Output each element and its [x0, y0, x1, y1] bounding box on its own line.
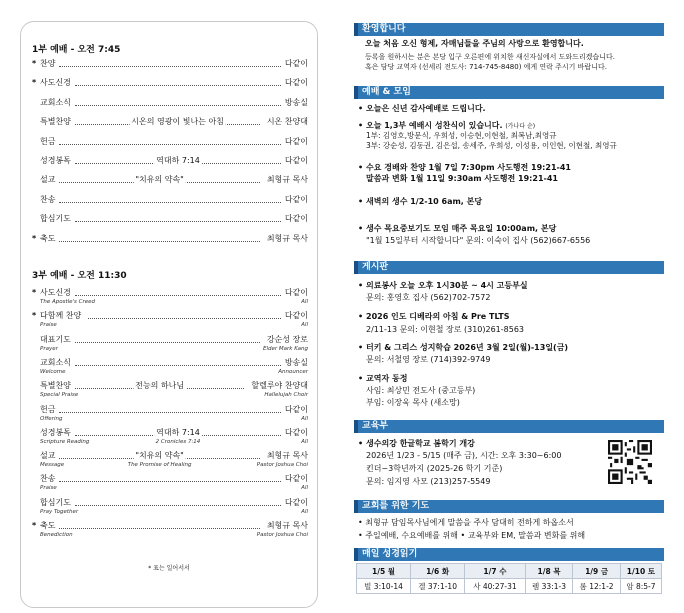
order-item-leader-en: Elder Mark Kang	[263, 345, 308, 352]
standing-mark: *	[32, 78, 37, 88]
reading-passage: 사 40:27-31	[465, 579, 526, 594]
dot-leader	[75, 221, 281, 222]
education-header: 교육부	[354, 420, 664, 433]
order-item-leader: 다같이	[284, 404, 308, 414]
order-item-name: 특별찬양	[40, 381, 71, 391]
worship-item-5b: "1월 15일부터 시작합니다" 문의: 이숙이 집사 (562)667-6556	[366, 236, 591, 245]
order-item-name: 성경봉독	[40, 156, 71, 165]
order-item-detail: "치유의 약속"	[135, 451, 184, 461]
standing-footnote: * 표는 일어서서	[148, 565, 190, 572]
education-line-4: 문의: 임지영 사모 (213)257-5549	[366, 477, 491, 486]
order-item-leader-en: Pastor Joshua Choi	[256, 532, 308, 538]
order-row-english	[20, 508, 318, 516]
board-item-3b: 문의: 서철영 장로 (714)392-9749	[366, 355, 491, 364]
education-line-3: 킨더~3학년까지 (2025-26 학기 기준)	[366, 464, 503, 473]
order-row	[20, 78, 318, 88]
order-item-leader-en: All	[301, 299, 308, 305]
communion-list-1: 1부: 김영호,방문식, 우희성, 이승현,이현철, 최복남,최영규	[366, 131, 557, 140]
order-item-detail-en: The Promise of Healing	[127, 462, 192, 469]
order-item-leader-en: Hallelujah Choir	[264, 392, 308, 399]
board-header: 게시판	[354, 261, 664, 274]
worship-header: 예배 & 모임	[354, 86, 664, 99]
order-row	[20, 428, 318, 438]
order-row	[20, 59, 318, 69]
order-item-detail: 전능의 하나님	[135, 381, 185, 391]
order-item-name-en: Special Praise	[40, 392, 79, 399]
order-item-leader: 최형규 목사	[266, 451, 308, 461]
order-row	[20, 311, 318, 321]
dot-leader	[75, 505, 281, 506]
order-item-detail: 역대하 7:14	[156, 427, 200, 437]
welcome-line-3: 혹은 담당 교역자 (선세리 전도사: 714-745-8480) 에게 연락 주시기 바랍니다.	[365, 63, 607, 71]
order-row	[20, 521, 318, 531]
dot-leader	[75, 295, 281, 296]
order-item-leader: 다같이	[284, 311, 308, 321]
worship-item-2: 오늘 1,3부 예배시 성찬식이 있습니다. (가나다 순)	[366, 121, 536, 130]
worship-item-4: 새벽의 생수 1/2-10 6am, 본당	[366, 197, 483, 206]
board-item-1a: 의료봉사 오늘 오후 1시30분 ~ 4시 고등부실	[366, 281, 528, 290]
welcome-line-2: 등록을 원하시는 분은 본당 입구 오른편에 위치한 새신자실에서 도와드리겠습니다.	[365, 53, 615, 61]
order-item-leader: 할렐루야 찬양대	[251, 381, 308, 391]
reading-day: 1/7 수	[465, 564, 526, 579]
order-item-name-en: Praise	[40, 485, 57, 492]
order-row	[20, 195, 318, 205]
order-item-leader-en: All	[301, 415, 308, 422]
order-item-name-en: Message	[40, 462, 65, 469]
order-item-name: 합심기도	[40, 214, 71, 224]
board-item-1b: 문의: 홍영호 집사 (562)702-7572	[366, 293, 491, 302]
order-item-leader: 다같이	[284, 288, 308, 297]
dot-leader	[59, 528, 260, 529]
order-item-name: 축도	[40, 233, 56, 243]
order-row	[20, 214, 318, 224]
order-item-name: 대표기도	[40, 334, 71, 344]
order-row-english	[20, 321, 318, 329]
order-item-detail-en: 2 Cronicles 7:14	[155, 438, 201, 445]
order-item-name: 설교	[40, 451, 56, 461]
order-item-name-en: Offering	[40, 415, 63, 422]
order-item-leader: 최형규 목사	[266, 233, 308, 243]
board-item-4b: 사임: 최상민 전도사 (중고등부)	[366, 386, 476, 395]
order-row	[20, 335, 318, 345]
order-row	[20, 98, 318, 108]
order-row	[20, 156, 318, 166]
order-row	[20, 451, 318, 461]
reading-passage: 렘 33:1-3	[525, 579, 573, 594]
order-item-leader-en: All	[301, 322, 308, 329]
order-row	[20, 358, 318, 368]
order-item-name: 찬양	[40, 59, 56, 68]
order-item-name-en: Welcome	[40, 368, 66, 375]
order-item-leader: 다같이	[284, 59, 308, 68]
order-item-detail: 시온의 영광이 빛나는 아침	[131, 117, 224, 127]
order-row	[20, 175, 318, 185]
reading-day: 1/8 목	[525, 564, 573, 579]
order-item-name: 헌금	[40, 404, 56, 414]
order-item-leader: 방송실	[284, 97, 308, 107]
order-item-detail: 역대하 7:14	[156, 156, 200, 165]
reading-day: 1/9 금	[573, 564, 621, 579]
bible-reading-header: 매일 성경읽기	[354, 548, 664, 561]
order-item-name: 사도신경	[40, 288, 71, 297]
order-row-english	[20, 415, 318, 423]
reading-passage: 롬 12:1-2	[573, 579, 621, 594]
board-item-4c: 부임: 이장욱 목사 (새소망)	[366, 398, 460, 407]
standing-mark: *	[32, 288, 37, 297]
service-1-title: 1부 예배 - 오전 7:45	[32, 45, 121, 55]
dot-leader	[75, 85, 281, 86]
order-row	[20, 405, 318, 415]
order-item-name: 찬송	[40, 474, 56, 484]
order-item-name: 교회소식	[40, 357, 71, 367]
order-item-leader: 다같이	[284, 474, 308, 484]
order-item-name: 교회소식	[40, 97, 71, 107]
board-item-4a: 교역자 동정	[366, 374, 408, 383]
order-item-leader: 다같이	[284, 78, 308, 88]
order-item-name-en: Pray Together	[40, 508, 79, 515]
order-row-english	[20, 345, 318, 353]
order-item-leader: 다같이	[284, 194, 308, 204]
order-item-detail: "치유의 약속"	[135, 175, 184, 185]
education-line-2: 2026년 1/23 - 5/15 (매주 금), 시간: 오후 3:30~6:00	[366, 451, 562, 460]
order-row	[20, 498, 318, 508]
order-item-name: 축도	[40, 521, 56, 530]
order-item-name: 설교	[40, 175, 56, 185]
order-item-leader: 다같이	[284, 156, 308, 165]
order-item-name: 사도신경	[40, 78, 71, 88]
order-row	[20, 117, 318, 127]
bible-reading-table	[356, 563, 662, 594]
dot-leader	[59, 66, 281, 67]
order-row-english	[20, 531, 318, 539]
order-item-name: 특별찬양	[40, 117, 71, 127]
order-item-leader: 강순성 장로	[266, 334, 308, 344]
reading-passage: 겔 37:1-10	[411, 579, 465, 594]
dot-leader	[75, 365, 281, 366]
order-item-name-en: The Apostle's Creed	[40, 299, 96, 305]
order-item-leader-en: All	[301, 508, 308, 515]
prayer-line-1: • 최형규 담임목사님에게 말씀을 주사 담대히 전하게 하옵소서	[358, 518, 574, 527]
order-item-leader-en: Pastor Joshua Choi	[256, 462, 308, 469]
order-row-english	[20, 484, 318, 492]
dot-leader	[59, 481, 281, 482]
board-item-2a: 2026 인도 디베라의 아침 & Pre TLTS	[366, 312, 510, 321]
reading-day: 1/10 토	[620, 564, 661, 579]
order-item-leader: 다같이	[284, 427, 308, 437]
welcome-line-1: 오늘 처음 오신 형제, 자매님들을 주님의 사랑으로 환영합니다.	[365, 39, 584, 48]
order-row	[20, 381, 318, 391]
standing-mark: *	[32, 233, 37, 243]
board-item-2b: 2/11-13 문의: 이현철 장로 (310)261-8563	[366, 325, 525, 334]
communion-list-3: 3부: 강순성, 김동권, 김은섭, 송세주, 우희성, 이성용, 이인현, 이현철, 최영규	[366, 141, 617, 150]
order-row	[20, 288, 318, 298]
order-row-english	[20, 461, 318, 469]
order-item-leader-en: Announcer	[278, 368, 308, 375]
order-row	[20, 137, 318, 147]
order-item-name: 성경봉독	[40, 427, 71, 437]
reading-passage: 암 8:5-7	[620, 579, 661, 594]
dot-leader	[75, 342, 260, 343]
order-item-leader: 시온 찬양대	[266, 117, 308, 127]
dot-leader	[59, 241, 260, 242]
order-item-leader: 다같이	[284, 497, 308, 507]
board-item-3a: 터키 & 그리스 성지학습 2026년 3월 2일(월)-13일(금)	[366, 343, 569, 352]
order-item-name: 헌금	[40, 136, 56, 146]
order-item-name-en: Prayer	[40, 345, 58, 352]
education-line-1: 생수의강 한글학교 봄학기 개강	[366, 439, 475, 448]
order-row-english	[20, 298, 318, 306]
prayer-header: 교회를 위한 기도	[354, 500, 664, 513]
order-item-name-en: Scripture Reading	[40, 438, 90, 445]
standing-mark: *	[32, 59, 37, 68]
dot-leader	[59, 144, 281, 145]
order-item-leader-en: All	[301, 485, 308, 492]
order-item-name-en: Benediction	[40, 532, 73, 538]
order-row	[20, 474, 318, 484]
order-item-leader: 다같이	[284, 214, 308, 224]
order-row-english	[20, 438, 318, 446]
standing-mark: *	[32, 311, 37, 321]
worship-item-3a: 수요 경배와 찬양 1월 7일 7:30pm 사도행전 19:21-41	[366, 163, 571, 172]
worship-item-3b: 말씀과 변화 1월 11일 9:30am 사도행전 19:21-41	[366, 174, 558, 183]
dot-leader	[59, 202, 281, 203]
welcome-header: 환영합니다	[354, 23, 664, 36]
order-item-leader: 다같이	[284, 136, 308, 146]
prayer-line-2: • 주일예배, 수요예배를 위해 • 교육부와 EM, 말씀과 변화를 위해	[358, 531, 586, 540]
order-row-english	[20, 391, 318, 399]
standing-mark: *	[32, 521, 37, 530]
order-row-english	[20, 368, 318, 376]
reading-passage: 빌 3:10-14	[357, 579, 411, 594]
service-3-title: 3부 예배 - 오전 11:30	[32, 271, 127, 281]
order-item-leader: 최형규 목사	[266, 521, 308, 530]
dot-leader	[59, 412, 281, 413]
order-item-name-en: Praise	[40, 322, 57, 329]
dot-leader	[75, 105, 281, 106]
worship-item-1: 오늘은 신년 감사예배로 드립니다.	[366, 104, 486, 113]
order-item-leader: 최형규 목사	[266, 175, 308, 185]
dot-leader	[88, 318, 281, 319]
order-item-name: 찬송	[40, 194, 56, 204]
reading-day: 1/5 월	[357, 564, 411, 579]
qr-code-icon[interactable]	[608, 440, 652, 484]
order-item-name: 다함께 찬양	[40, 311, 82, 321]
order-row	[20, 234, 318, 244]
order-item-name: 합심기도	[40, 497, 71, 507]
order-item-leader-en: All	[301, 438, 308, 445]
worship-item-5a: 생수 목요중보기도 모임 매주 목요일 10:00am, 본당	[366, 224, 557, 233]
order-item-leader: 방송실	[284, 357, 308, 367]
reading-day: 1/6 화	[411, 564, 465, 579]
